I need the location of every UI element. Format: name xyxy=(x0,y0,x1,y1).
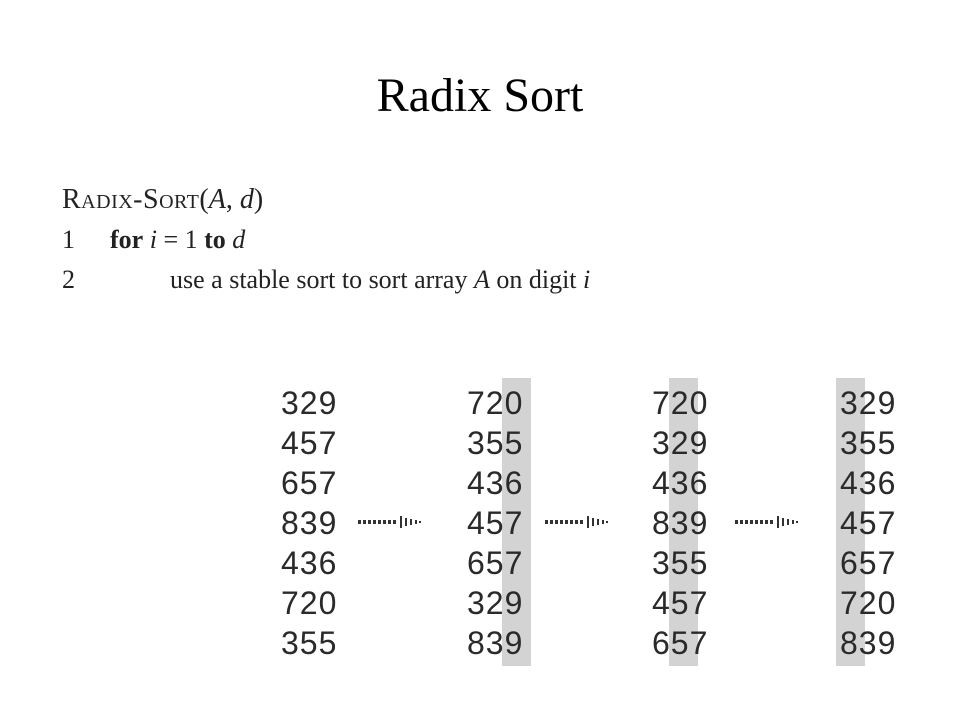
value: 329 xyxy=(840,385,897,421)
value: 720 xyxy=(281,585,338,621)
line-number: 1 xyxy=(62,225,75,254)
loop-init: = 1 xyxy=(156,225,205,254)
column-after-pass-1 xyxy=(467,383,537,663)
column-after-pass-2 xyxy=(652,383,722,663)
value: 720 xyxy=(467,385,524,421)
value: 436 xyxy=(281,545,338,581)
dotted-arrow-icon xyxy=(545,514,629,530)
value: 355 xyxy=(652,545,709,581)
value: 657 xyxy=(467,545,524,581)
loop-bound: d xyxy=(232,225,246,254)
value: 839 xyxy=(281,505,338,541)
value: 839 xyxy=(467,625,524,661)
slide-title: Radix Sort xyxy=(376,69,584,122)
value: 436 xyxy=(467,465,524,501)
value: 355 xyxy=(840,425,897,461)
loop-variable: i xyxy=(149,225,157,254)
value: 436 xyxy=(840,465,897,501)
value: 457 xyxy=(281,425,338,461)
param-punctuation: ) xyxy=(253,184,264,215)
value: 457 xyxy=(652,585,709,621)
dotted-arrow-icon xyxy=(358,514,442,530)
param-punctuation: , xyxy=(225,184,240,215)
array-variable: A xyxy=(473,265,490,294)
value: 457 xyxy=(467,505,524,541)
value: 355 xyxy=(281,625,338,661)
value: 329 xyxy=(652,425,709,461)
algorithm-name: Radix-Sort xyxy=(62,184,200,215)
param-variable: d xyxy=(239,184,254,215)
value: 720 xyxy=(840,585,897,621)
value: 329 xyxy=(281,385,338,421)
value: 457 xyxy=(840,505,897,541)
column-after-pass-3 xyxy=(840,383,910,663)
value: 657 xyxy=(840,545,897,581)
param-punctuation: ( xyxy=(199,184,209,215)
value: 657 xyxy=(652,625,709,661)
param-variable: A xyxy=(208,184,226,215)
line-text: on digit xyxy=(489,265,584,294)
dotted-arrow-icon xyxy=(735,514,819,530)
value: 839 xyxy=(652,505,709,541)
line-text: use a stable sort to sort array xyxy=(170,265,474,294)
digit-variable: i xyxy=(583,265,591,294)
value: 720 xyxy=(652,385,709,421)
value: 436 xyxy=(652,465,709,501)
keyword-for: for xyxy=(110,225,144,254)
value: 355 xyxy=(467,425,524,461)
value: 329 xyxy=(467,585,524,621)
value: 839 xyxy=(840,625,897,661)
line-number: 2 xyxy=(62,265,75,294)
keyword-to: to xyxy=(204,225,226,254)
column-input xyxy=(281,383,351,663)
value: 657 xyxy=(281,465,338,501)
